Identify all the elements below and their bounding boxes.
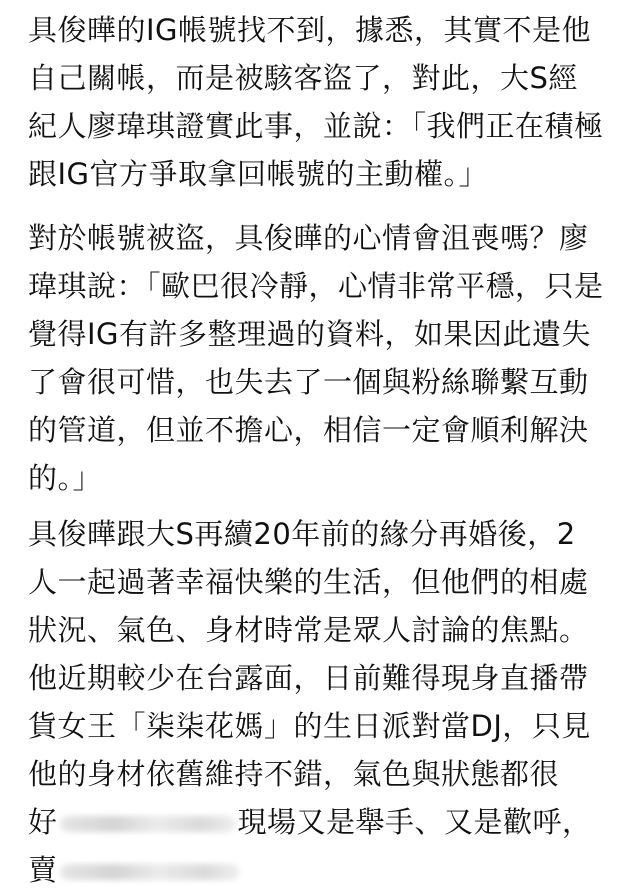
text-fragment: 現場又是舉手、又是歡呼， xyxy=(237,805,592,839)
text-line: 的。」 xyxy=(28,461,103,495)
text-line: 具俊曄的IG帳號找不到，據悉，其實不是他 xyxy=(28,13,592,47)
text-line: 他近期較少在台露面，日前難得現身直播帶 xyxy=(28,661,589,695)
text-line: 人一起過著幸福快樂的生活，但他們的相處 xyxy=(28,565,589,599)
text-line-partially-obscured xyxy=(28,846,592,894)
text-line: 對於帳號被盜，具俊曄的心情會沮喪嗎？廖 xyxy=(28,221,589,255)
text-fragment: 好 xyxy=(28,805,58,839)
blurred-text-overlay xyxy=(60,864,240,880)
paragraph-mood xyxy=(28,214,604,502)
text-line: 貨女王「柒柒花媽」的生日派對當DJ，只見 xyxy=(28,709,591,743)
text-line: 他的身材依舊維持不錯，氣色與狀態都很 xyxy=(28,757,560,791)
text-fragment: 賣 xyxy=(28,853,58,887)
text-line: 狀況、氣色、身材時常是眾人討論的焦點。 xyxy=(28,613,589,647)
blurred-text-overlay xyxy=(60,816,236,832)
text-line: 瑋琪說：「歐巴很冷靜，心情非常平穩，只是 xyxy=(28,269,604,303)
text-line: 覺得IG有許多整理過的資料，如果因此遺失 xyxy=(28,317,592,351)
text-line: 的管道，但並不擔心，相信一定會順利解決 xyxy=(28,413,589,447)
text-line: 跟IG官方爭取拿回帳號的主動權。」 xyxy=(28,157,489,191)
paragraph-hacked-account xyxy=(28,6,604,198)
text-line: 自己關帳，而是被駭客盜了，對此，大S經 xyxy=(28,61,578,95)
text-line: 具俊曄跟大S再續20年前的緣分再婚後，2 xyxy=(28,517,576,551)
text-line-partially-obscured xyxy=(28,798,592,846)
text-line: 了會很可惜，也失去了一個與粉絲聯繫互動 xyxy=(28,365,589,399)
text-line: 紀人廖瑋琪證實此事，並說：「我們正在積極 xyxy=(28,109,604,143)
paragraph-marriage-life xyxy=(28,510,592,894)
